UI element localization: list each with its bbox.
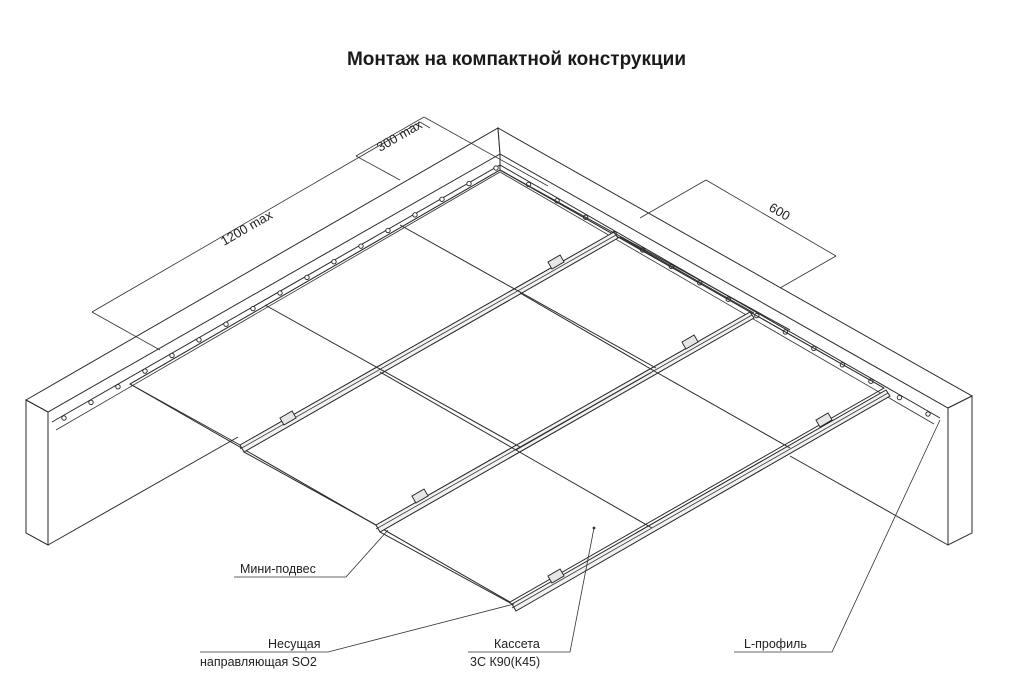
callout-label-carrier-2: направляющая SO2: [200, 655, 317, 669]
wall-fastener-mark: [143, 369, 147, 373]
wall-fastener-mark: [89, 400, 93, 404]
room-walls: [26, 128, 972, 545]
cross-member-2: [400, 225, 656, 368]
wall-fastener-mark: [197, 338, 201, 342]
wall-fastener-mark: [440, 197, 444, 201]
cross-member-3: [500, 170, 790, 330]
wall-fastener-mark: [170, 353, 174, 357]
mini-hangers: [280, 255, 832, 583]
cross-member-1: [265, 305, 520, 447]
dimension-label-1200: 1200 max: [218, 207, 275, 249]
wall-fastener-mark: [332, 260, 336, 264]
wall-fastener-mark: [926, 412, 930, 416]
callout-label-mini-hanger: Мини-подвес: [240, 562, 316, 576]
wall-fastener-mark: [116, 385, 120, 389]
diagram-title: Монтаж на компактной конструкции: [346, 49, 687, 70]
callout-mini-hanger: [234, 530, 388, 577]
wall-fastener-mark: [413, 213, 417, 217]
dimension-label-300: 300 max: [374, 116, 425, 155]
wall-fastener-mark: [467, 181, 471, 185]
callout-label-cassette-1: Кассета: [494, 637, 540, 651]
wall-fastener-mark: [224, 322, 228, 326]
callout-l-profile: [734, 420, 940, 652]
wall-fasteners: [62, 166, 930, 420]
wall-fastener-mark: [62, 416, 66, 420]
wall-fastener-mark: [897, 395, 901, 399]
dimension-1200: [92, 122, 430, 350]
dimension-label-600: 600: [766, 199, 793, 224]
callout-label-carrier-1: Несущая: [268, 637, 321, 651]
l-profile-perimeter: [52, 165, 940, 430]
wall-fastener-mark: [251, 306, 255, 310]
wall-fastener-mark: [305, 275, 309, 279]
callout-label-l-profile: L-профиль: [744, 637, 807, 651]
wall-fastener-mark: [359, 244, 363, 248]
callout-label-cassette-2: 3С К90(К45): [470, 655, 541, 669]
callout-carrier-guide: [200, 604, 514, 669]
wall-fastener-mark: [386, 228, 390, 232]
wall-fastener-mark: [278, 291, 282, 295]
wall-fastener-mark: [494, 166, 498, 170]
cross-member-0: [130, 384, 240, 445]
